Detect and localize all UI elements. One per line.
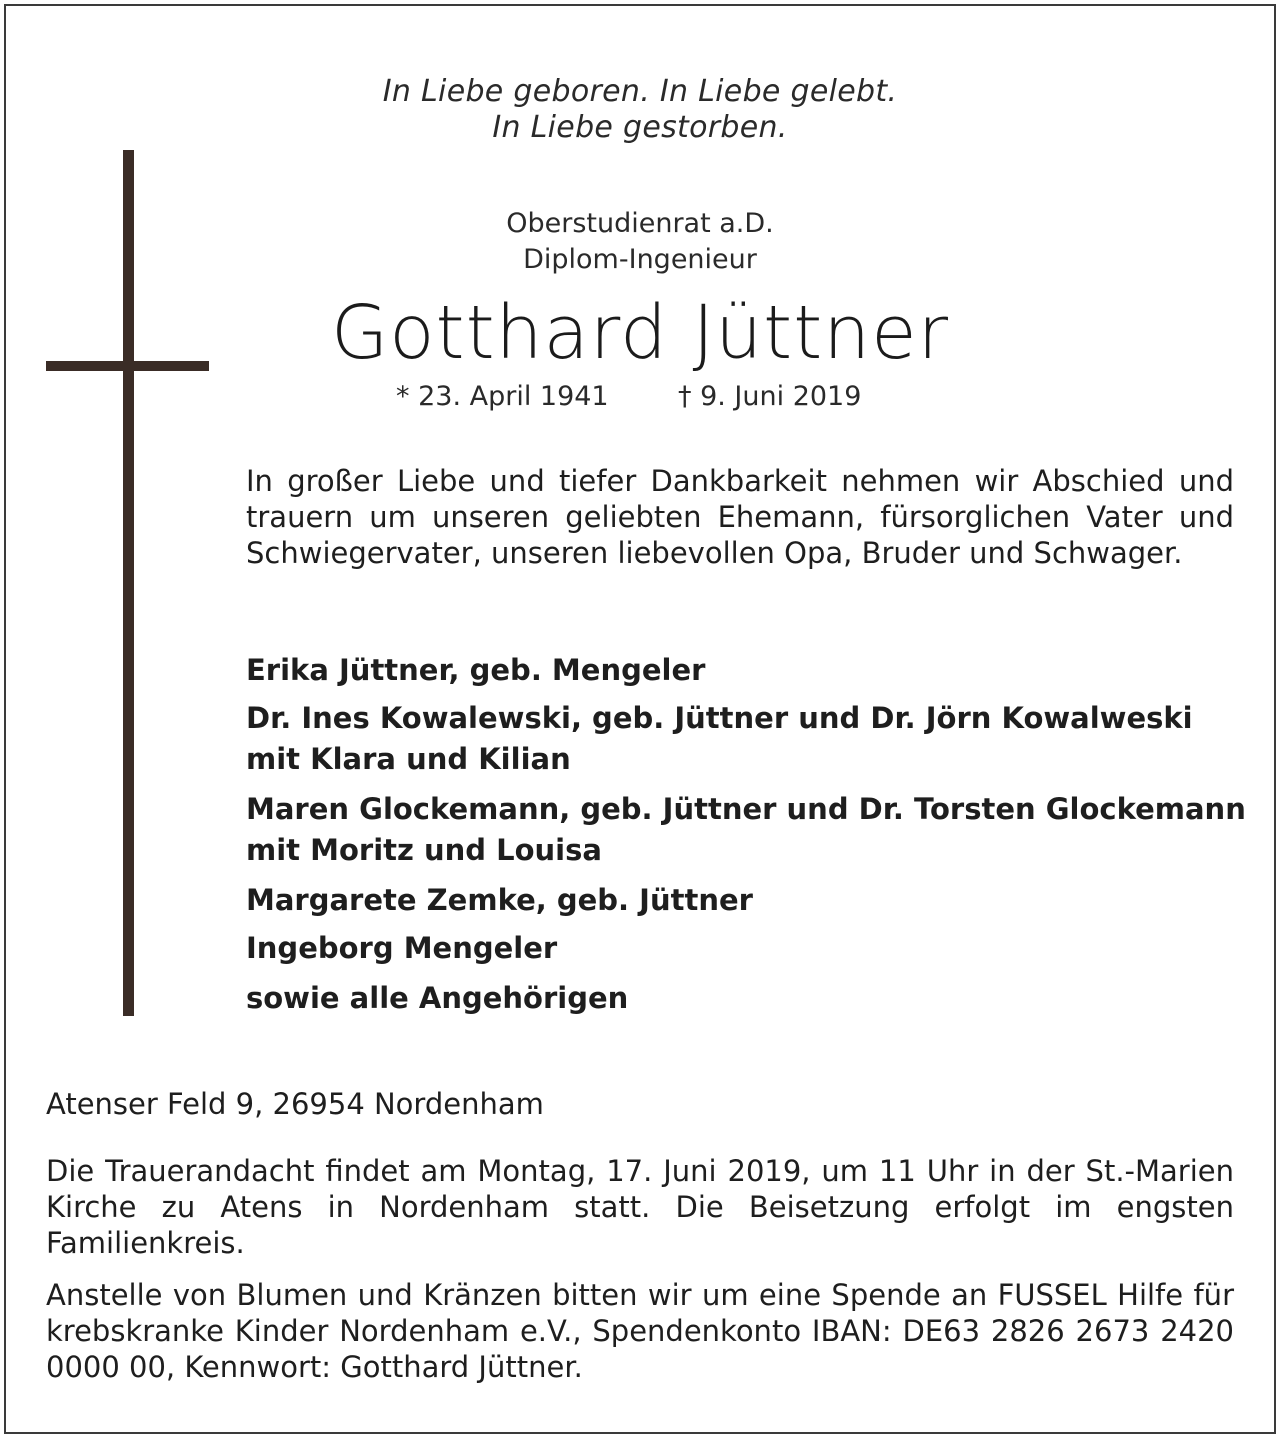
mourner-line: mit Moritz und Louisa: [246, 833, 602, 867]
motto-line-1: In Liebe geboren. In Liebe gelebt.: [382, 74, 898, 109]
mourner-line: mit Klara und Kilian: [246, 742, 571, 776]
deceased-name: Gotthard Jüttner: [330, 290, 950, 376]
service-text: Die Trauerandacht findet am Montag, 17. Juni 2019, um 11 Uhr in der St.-Marien Kirche zu Atens in Nordenham statt. Die Beisetzung erfolgt im engsten Familienkreis.: [46, 1154, 1234, 1260]
birth-date: * 23. April 1941: [396, 381, 609, 412]
donation-text: Anstelle von Blumen und Kränzen bitten wir um eine Spende an FUSSEL Hilfe für krebskranke Kinder Nordenham e.V., Spendenkonto IBAN: DE63 2826 2673 2420 0000 00, Kennwort: Gotthard Jüttner.: [46, 1278, 1234, 1384]
intro-text: In großer Liebe und tiefer Dankbarkeit nehmen wir Abschied und trauern um unseren geliebten Ehemann, fürsorglichen Vater und Schwiegervater, unseren liebevollen Opa, Bruder und Schwager.: [246, 464, 1234, 570]
cross-horizontal-bar: [46, 361, 209, 371]
cross-vertical-bar: [123, 150, 134, 1016]
mourner-line: Erika Jüttner, geb. Mengeler: [246, 653, 706, 687]
title-line-2: Diplom-Ingenieur: [523, 244, 757, 275]
mourner-line: Margarete Zemke, geb. Jüttner: [246, 883, 753, 917]
mourner-line: Ingeborg Mengeler: [246, 931, 558, 965]
mourner-line: Maren Glockemann, geb. Jüttner und Dr. Torsten Glockemann: [246, 792, 1246, 826]
death-date: † 9. Juni 2019: [678, 381, 862, 412]
mourner-line: Dr. Ines Kowalewski, geb. Jüttner und Dr. Jörn Kowalweski: [246, 701, 1193, 735]
mourner-line: sowie alle Angehörigen: [246, 981, 629, 1015]
address: Atenser Feld 9, 26954 Nordenham: [46, 1087, 544, 1121]
motto-line-2: In Liebe gestorben.: [492, 110, 788, 145]
title-line-1: Oberstudienrat a.D.: [506, 208, 774, 239]
